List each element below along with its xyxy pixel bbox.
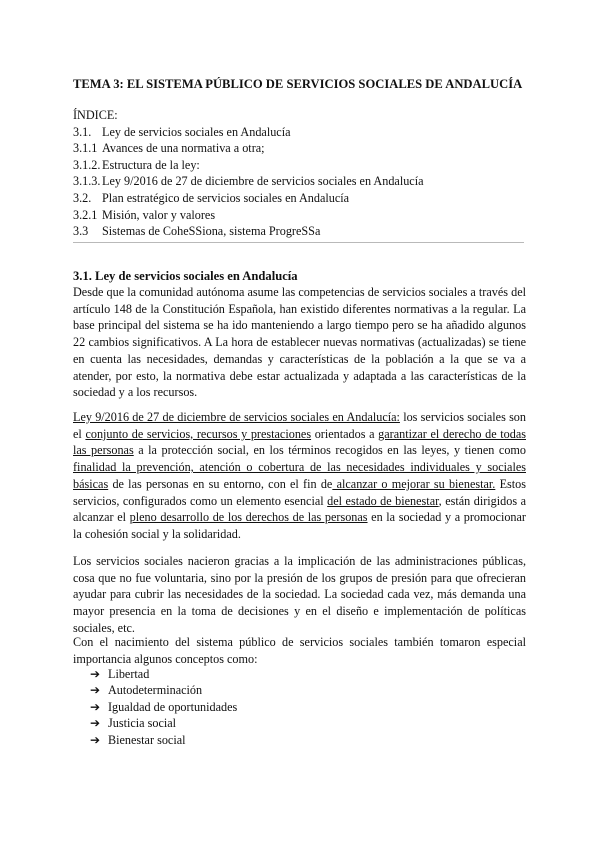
index-item-text: Ley de servicios sociales en Andalucía bbox=[102, 124, 291, 139]
underlined-text: pleno desarrollo de los derechos de las personas bbox=[129, 510, 368, 525]
index-item-text: Sistemas de CoheSSiona, sistema ProgreSSa bbox=[102, 224, 321, 239]
index-item-text: Avances de una normativa a otra; bbox=[102, 141, 265, 156]
body-text: Estos servicios, configurados como un elemento esencial bbox=[73, 476, 526, 508]
underlined-text: Ley 9/2016 de 27 de diciembre de servicios sociales en Andalucía: bbox=[73, 410, 400, 424]
right-arrow-icon: ➔ bbox=[90, 683, 101, 698]
index-item bbox=[73, 124, 424, 141]
paragraph-intro: Desde que la comunidad autónoma asume las competencias de servicios sociales a través del artículo 148 de la Constitución Española, han existido diferentes normativas a la regular. La base principal del sistema se ha ido manteniendo a largo tiempo pero se ha añadido algunos 22 cambios significativos. A La hora de establecer nuevas normativas (actualizadas) se tiene en cuenta las necesidades, demandas y características de la población a la que se va a atender, por esto, la normativa debe estar actualizada y adaptada a las características de la sociedad y a los recursos. bbox=[73, 285, 526, 400]
index-item-number: 3.1. bbox=[73, 124, 92, 139]
list-item bbox=[90, 715, 237, 731]
body-text: los servicios sociales son el bbox=[73, 410, 526, 441]
underlined-text: alcanzar o mejorar su bienestar. bbox=[332, 476, 496, 491]
right-arrow-icon: ➔ bbox=[90, 699, 101, 714]
list-item-text: Bienestar social bbox=[108, 732, 186, 747]
right-arrow-icon: ➔ bbox=[90, 667, 101, 681]
index-item-number: 3.1.2. bbox=[73, 157, 101, 172]
index-item bbox=[73, 190, 424, 207]
underlined-text: del estado de bienestar bbox=[327, 493, 439, 508]
concept-list bbox=[90, 666, 237, 748]
table-of-contents bbox=[73, 107, 424, 240]
list-item-text: Justicia social bbox=[108, 716, 177, 731]
right-arrow-icon: ➔ bbox=[90, 716, 101, 731]
list-item bbox=[90, 699, 237, 715]
body-text: de las personas en su entorno, con el fin de bbox=[108, 476, 333, 491]
underlined-text: finalidad la prevención, atención o cobertura de las necesidades individuales y sociales básicas bbox=[73, 460, 526, 491]
index-item bbox=[73, 157, 424, 174]
list-item bbox=[90, 732, 237, 748]
index-item bbox=[73, 173, 424, 190]
list-item bbox=[90, 682, 237, 698]
page-title: TEMA 3: EL SISTEMA PÚBLICO DE SERVICIOS SOCIALES DE ANDALUCÍA bbox=[73, 77, 523, 91]
index-item-text: Plan estratégico de servicios sociales en Andalucía bbox=[102, 190, 350, 205]
body-text: , están dirigidos a alcanzar el bbox=[73, 493, 526, 525]
index-item-text: Ley 9/2016 de 27 de diciembre de servicios sociales en Andalucía bbox=[102, 174, 424, 189]
underlined-text: garantizar el derecho de todas las personas bbox=[73, 426, 526, 458]
underlined-text: conjunto de servicios, recursos y prestaciones bbox=[85, 426, 312, 441]
body-text: orientados a bbox=[311, 426, 379, 441]
list-item bbox=[90, 666, 237, 682]
index-item-text: Misión, valor y valores bbox=[102, 207, 216, 222]
index-item-number: 3.3 bbox=[73, 224, 89, 239]
index-item-text: Estructura de la ley: bbox=[102, 157, 200, 172]
paragraph-origins: Los servicios sociales nacieron gracias a la implicación de las administraciones públicas, cosa que no fue voluntaria, sino por la presión de los grupos de presión para que ofrecieran ayudar para cubrir las necesidades de la sociedad. La sociedad cada vez, más demanda una mayor presencia en la toma de decisiones y en el diseño e implementación de políticas sociales, etc. bbox=[73, 554, 526, 635]
paragraph-concepts: Con el nacimiento del sistema público de servicios sociales también tomaron especial importancia algunos conceptos como: bbox=[73, 635, 526, 666]
right-arrow-icon: ➔ bbox=[90, 732, 101, 747]
list-item-text: Libertad bbox=[108, 667, 150, 681]
body-text: a la protección social, en los términos recogidos en las leyes, y tienen como bbox=[133, 443, 527, 458]
index-item-number: 3.2.1 bbox=[73, 207, 98, 222]
section-heading: 3.1. Ley de servicios sociales en Andalucía bbox=[73, 269, 298, 283]
index-item bbox=[73, 140, 424, 157]
list-item-text: Igualdad de oportunidades bbox=[108, 699, 238, 714]
index-heading: ÍNDICE: bbox=[73, 108, 118, 122]
index-item bbox=[73, 207, 424, 224]
paragraph-law-definition bbox=[73, 409, 526, 543]
horizontal-divider bbox=[73, 242, 524, 243]
body-text: en la sociedad y a promocionar la cohesión social y la solidaridad. bbox=[73, 510, 526, 541]
list-item-text: Autodeterminación bbox=[108, 683, 203, 698]
index-item-number: 3.1.3. bbox=[73, 174, 101, 189]
index-item-number: 3.2. bbox=[73, 190, 92, 205]
index-item bbox=[73, 223, 424, 240]
index-item-number: 3.1.1 bbox=[73, 141, 98, 156]
